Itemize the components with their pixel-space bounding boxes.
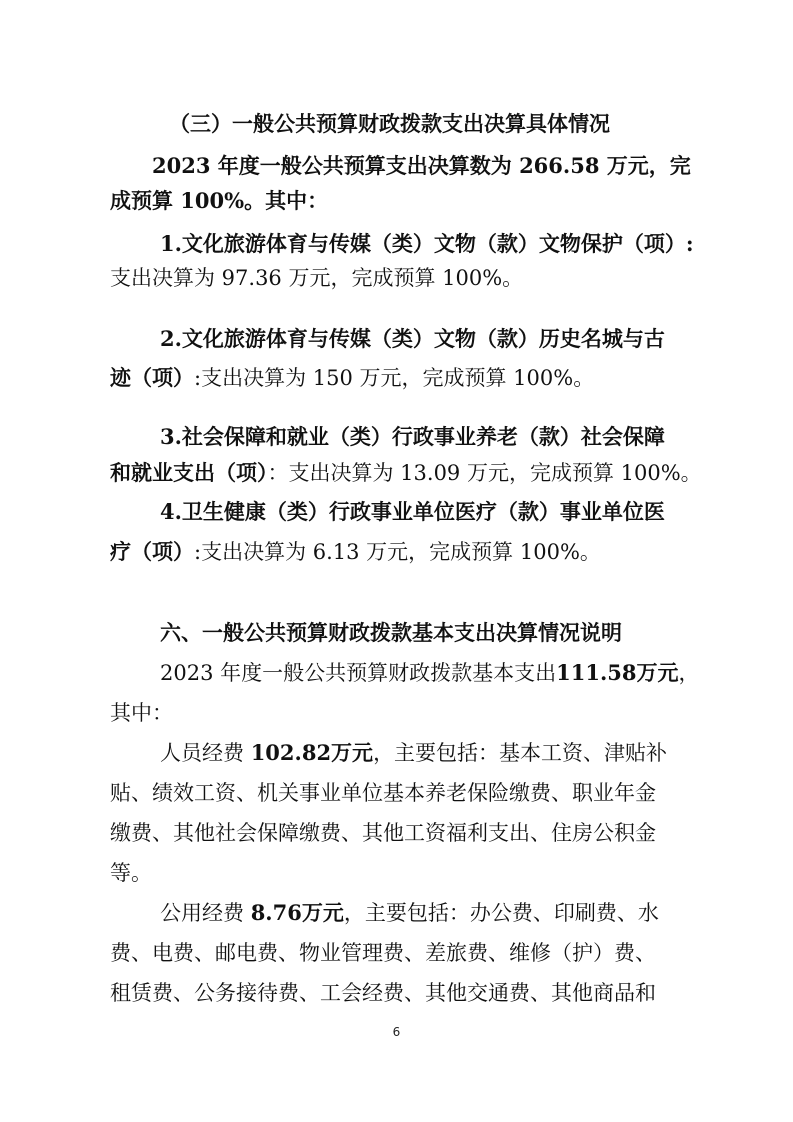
section6-intro-line1	[160, 659, 700, 687]
section3-summary-line2: 成预算 100%。其中：	[110, 188, 329, 213]
section3-heading: （三）一般公共预算财政拨款支出决算具体情况	[169, 111, 610, 136]
item4-detail: :支出决算为 6.13 万元，完成预算 100%。	[194, 540, 601, 564]
section6-intro-line2: 其中：	[110, 701, 173, 725]
personnel-rest: ，主要包括：基本工资、津贴补	[373, 741, 668, 765]
personnel-line3: 缴费、其他社会保障缴费、其他工资福利支出、住房公积金	[110, 821, 656, 845]
item3-title-cont: 和就业支出（项）	[110, 460, 268, 485]
personnel-prefix: 人员经费	[160, 741, 251, 765]
public-amount: 8.76万元	[250, 900, 344, 925]
public-line3: 租赁费、公务接待费、工会经费、其他交通费、其他商品和	[110, 981, 656, 1005]
personnel-line1	[160, 739, 667, 767]
personnel-line2: 贴、绩效工资、机关事业单位基本养老保险缴费、职业年金	[110, 781, 656, 805]
section3-summary-line1: 2023 年度一般公共预算支出决算数为 266.58 万元，完	[152, 153, 691, 178]
personnel-amount: 102.82万元	[250, 740, 374, 765]
section6-heading: 六、一般公共预算财政拨款基本支出决算情况说明	[160, 620, 622, 645]
item2-line2	[110, 364, 594, 392]
intro-suffix: ，	[678, 661, 700, 685]
item2-detail: :支出决算为 150 万元，完成预算 100%。	[194, 366, 595, 390]
item2-title-cont: 迹（项）	[110, 365, 194, 390]
public-line2: 费、电费、邮电费、物业管理费、差旅费、维修（护）费、	[110, 941, 656, 965]
item4-line2	[110, 538, 601, 566]
item2-title: 2.文化旅游体育与传媒（类）文物（款）历史名城与古	[160, 326, 665, 351]
item3-line2	[110, 459, 702, 487]
item3-title: 3.社会保障和就业（类）行政事业养老（款）社会保障	[160, 424, 665, 449]
item1-title: 1.文化旅游体育与传媒（类）文物（款）文物保护（项）:	[160, 231, 694, 256]
intro-prefix: 2023 年度一般公共预算财政拨款基本支出	[160, 661, 557, 685]
item4-title-cont: 疗（项）	[110, 539, 194, 564]
item1-detail: 支出决算为 97.36 万元，完成预算 100%。	[110, 266, 524, 290]
public-rest: ，主要包括：办公费、印刷费、水	[343, 901, 659, 925]
item3-detail: ：支出决算为 13.09 万元，完成预算 100%。	[267, 461, 702, 485]
public-prefix: 公用经费	[160, 901, 251, 925]
page-number: 6	[392, 1025, 401, 1039]
item4-title: 4.卫生健康（类）行政事业单位医疗（款）事业单位医	[160, 499, 665, 524]
personnel-line4: 等。	[110, 861, 152, 885]
public-line1	[160, 899, 659, 927]
intro-amount: 111.58万元	[556, 660, 679, 685]
